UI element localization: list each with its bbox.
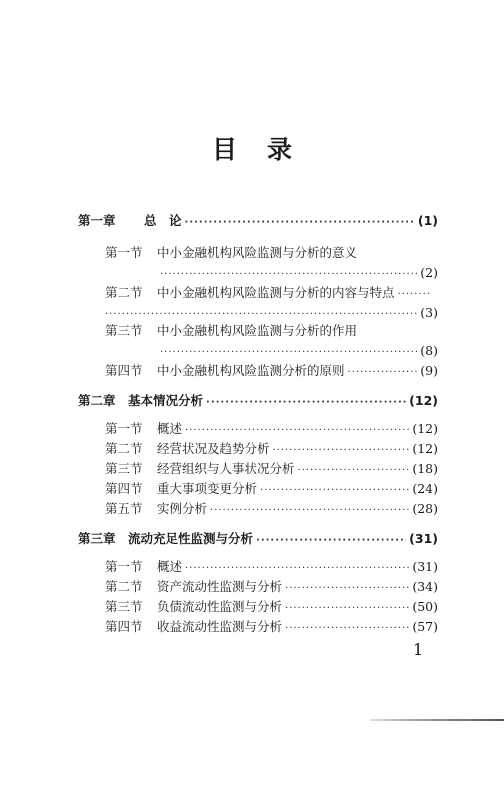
chapter-title: 基本情况分析 <box>128 393 204 408</box>
toc-entry-section[interactable] <box>105 480 438 498</box>
section-label: 第二节 <box>105 285 143 300</box>
page-ref: (8) <box>420 343 438 358</box>
page-ref: (57) <box>412 619 438 634</box>
section-title: 收益流动性监测与分析 <box>157 619 283 634</box>
section-label: 第三节 <box>105 461 143 476</box>
page-ref: (12) <box>412 421 438 436</box>
dot-leader <box>185 214 415 232</box>
section-label: 第四节 <box>105 363 143 378</box>
section-label: 第一节 <box>105 559 143 574</box>
toc-entry-section[interactable] <box>105 420 438 438</box>
section-title: 中小金融机构风险监测分析的原则 <box>157 363 345 378</box>
dot-leader <box>185 422 409 440</box>
toc-entry-section[interactable] <box>105 558 438 576</box>
section-label: 第四节 <box>105 481 143 496</box>
section-label: 第二节 <box>105 579 143 594</box>
dot-leader <box>206 394 406 412</box>
toc-entry-continuation <box>105 304 438 322</box>
chapter-label: 第一章 <box>78 213 116 228</box>
chapter-title: 流动充足性监测与分析 <box>128 531 254 546</box>
toc-entry-section[interactable] <box>105 618 438 636</box>
section-title: 中小金融机构风险监测与分析的作用 <box>157 323 358 338</box>
dot-leader <box>348 364 418 382</box>
toc-entry-section[interactable] <box>105 440 438 458</box>
toc-entry-chapter-1[interactable] <box>78 212 438 230</box>
chapter-label: 第二章 <box>78 393 116 408</box>
section-title: 中小金融机构风险监测与分析的内容与特点 <box>157 285 395 300</box>
toc-entry-section[interactable] <box>105 244 357 262</box>
dot-leader <box>260 482 409 500</box>
chapter-label: 第三章 <box>78 531 116 546</box>
page-ref: (1) <box>417 213 438 228</box>
section-title: 中小金融机构风险监测与分析的意义 <box>157 245 358 260</box>
toc-entry-section[interactable] <box>105 578 438 596</box>
dot-leader <box>298 462 410 480</box>
page-ref: (31) <box>409 531 438 546</box>
page-ref: (12) <box>409 393 438 408</box>
toc-entry-section[interactable] <box>105 598 438 616</box>
section-label: 第一节 <box>105 245 143 260</box>
page-ref: (3) <box>420 305 438 320</box>
section-title: 实例分析 <box>157 501 208 516</box>
page-ref: (9) <box>420 363 438 378</box>
toc-entry-continuation <box>160 264 438 282</box>
dot-leader <box>273 442 410 460</box>
section-title: 概述 <box>157 421 183 436</box>
dot-leader <box>285 620 409 638</box>
toc-entry-section[interactable] <box>105 322 357 340</box>
section-label: 第三节 <box>105 599 143 614</box>
section-label: 第二节 <box>105 441 143 456</box>
toc-entry-section[interactable] <box>105 362 438 380</box>
page-ref: (12) <box>412 441 438 456</box>
dot-leader <box>285 580 409 598</box>
dot-leader <box>160 344 417 362</box>
page-ref: (24) <box>412 481 438 496</box>
section-label: 第四节 <box>105 619 143 634</box>
toc-entry-chapter-3[interactable] <box>78 530 438 548</box>
section-title: 经营组织与人事状况分析 <box>157 461 295 476</box>
toc-entry-section[interactable] <box>105 500 438 518</box>
dot-leader <box>210 502 409 520</box>
dot-leader <box>256 532 406 550</box>
section-label: 第三节 <box>105 323 143 338</box>
page-ref: (31) <box>412 559 438 574</box>
toc-heading: 目录 <box>211 135 322 164</box>
page-ref: (2) <box>420 265 438 280</box>
chapter-title: 总 论 <box>144 213 182 228</box>
dot-leader <box>185 560 409 578</box>
section-title: 经营状况及趋势分析 <box>157 441 270 456</box>
scan-artifact-line <box>370 719 504 721</box>
section-title: 概述 <box>157 559 183 574</box>
page-ref: (34) <box>412 579 438 594</box>
dot-leader <box>160 266 417 284</box>
page-ref: (18) <box>412 461 438 476</box>
section-label: 第一节 <box>105 421 143 436</box>
section-title: 负债流动性监测与分析 <box>157 599 283 614</box>
toc-entry-section[interactable] <box>105 284 433 302</box>
page-ref: (28) <box>412 501 438 516</box>
section-title: 重大事项变更分析 <box>157 481 258 496</box>
dot-leader <box>285 600 409 618</box>
toc-entry-continuation <box>160 342 438 360</box>
toc-entry-chapter-2[interactable] <box>78 392 438 410</box>
toc-entry-section[interactable] <box>105 460 438 478</box>
section-title: 资产流动性监测与分析 <box>157 579 283 594</box>
dot-leader <box>398 286 430 304</box>
section-label: 第五节 <box>105 501 143 516</box>
page-ref: (50) <box>412 599 438 614</box>
page-number: 1 <box>413 640 424 659</box>
